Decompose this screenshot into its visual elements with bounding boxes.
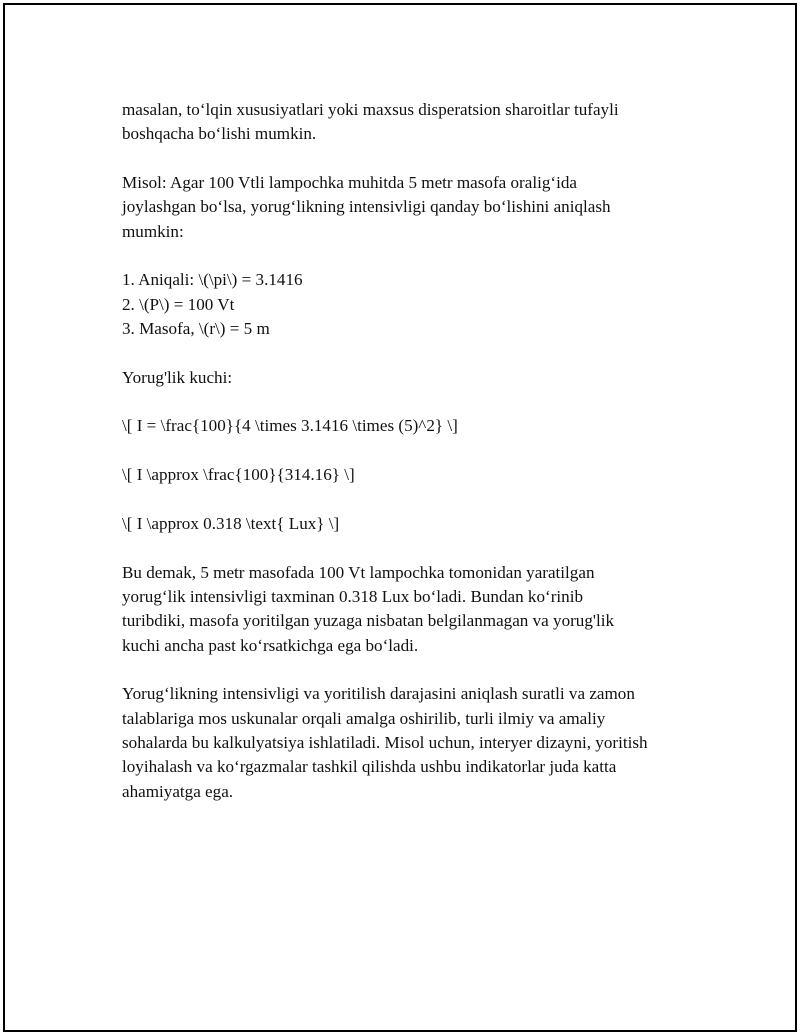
equation-line: \[ I = \frac{100}{4 \times 3.1416 \times (5)^2} \] [122, 416, 458, 436]
equation-line: \[ I \approx \frac{100}{314.16} \] [122, 465, 355, 485]
list-item: 1. Aniqali: \(\pi\) = 3.1416 [122, 270, 303, 290]
equation-approx-fraction [122, 463, 702, 487]
page-body [122, 98, 702, 804]
text-line: Yorug'lik kuchi: [122, 367, 233, 387]
paragraph-gap [122, 488, 702, 512]
equation-result [122, 512, 702, 536]
paragraph-example [122, 171, 702, 244]
paragraph-conclusion [122, 561, 702, 658]
text-line: talablariga mos uskunalar orqali amalga oshirilib, turli ilmiy va amaliy [122, 708, 606, 728]
text-line: boshqacha bo‘lishi mumkin. [122, 124, 317, 144]
text-line: ahamiyatga ega. [122, 781, 234, 801]
text-line: joylashgan bo‘lsa, yorug‘likning intensivligi qanday bo‘lishini aniqlash [122, 197, 611, 217]
text-line: mumkin: [122, 221, 184, 241]
text-line: sohalarda bu kalkulyatsiya ishlatiladi. Misol uchun, interyer dizayni, yoritish [122, 732, 648, 752]
paragraph-applications [122, 682, 702, 804]
paragraph-given-values [122, 268, 702, 341]
text-line: Misol: Agar 100 Vtli lampochka muhitda 5 metr masofa oralig‘ida [122, 173, 577, 193]
list-item: 2. \(P\) = 100 Vt [122, 294, 235, 314]
text-line: loyihalash va ko‘rgazmalar tashkil qilishda ushbu indikatorlar juda katta [122, 757, 617, 777]
paragraph-gap [122, 244, 702, 268]
text-line: masalan, to‘lqin xususiyatlari yoki maxsus disperatsion sharoitlar tufayli [122, 100, 619, 119]
paragraph-gap [122, 390, 702, 414]
paragraph-heading-intensity [122, 366, 702, 390]
paragraph-gap [122, 341, 702, 365]
text-line: turibdiki, masofa yoritilgan yuzaga nisbatan belgilanmagan va yorug'lik [122, 611, 615, 631]
text-line: Bu demak, 5 metr masofada 100 Vt lampochka tomonidan yaratilgan [122, 562, 595, 582]
list-item: 3. Masofa, \(r\) = 5 m [122, 319, 270, 339]
paragraph-intro [122, 98, 702, 147]
page-frame [3, 3, 797, 1032]
text-line: yorug‘lik intensivligi taxminan 0.318 Lux bo‘ladi. Bundan ko‘rinib [122, 586, 583, 606]
paragraph-gap [122, 147, 702, 171]
equation-formula [122, 414, 702, 438]
equation-line: \[ I \approx 0.318 \text{ Lux} \] [122, 513, 340, 533]
paragraph-gap [122, 536, 702, 560]
text-line: kuchi ancha past ko‘rsatkichga ega bo‘ladi. [122, 635, 419, 655]
paragraph-gap [122, 658, 702, 682]
text-line: Yorug‘likning intensivligi va yoritilish darajasini aniqlash suratli va zamon [122, 684, 635, 704]
paragraph-gap [122, 439, 702, 463]
